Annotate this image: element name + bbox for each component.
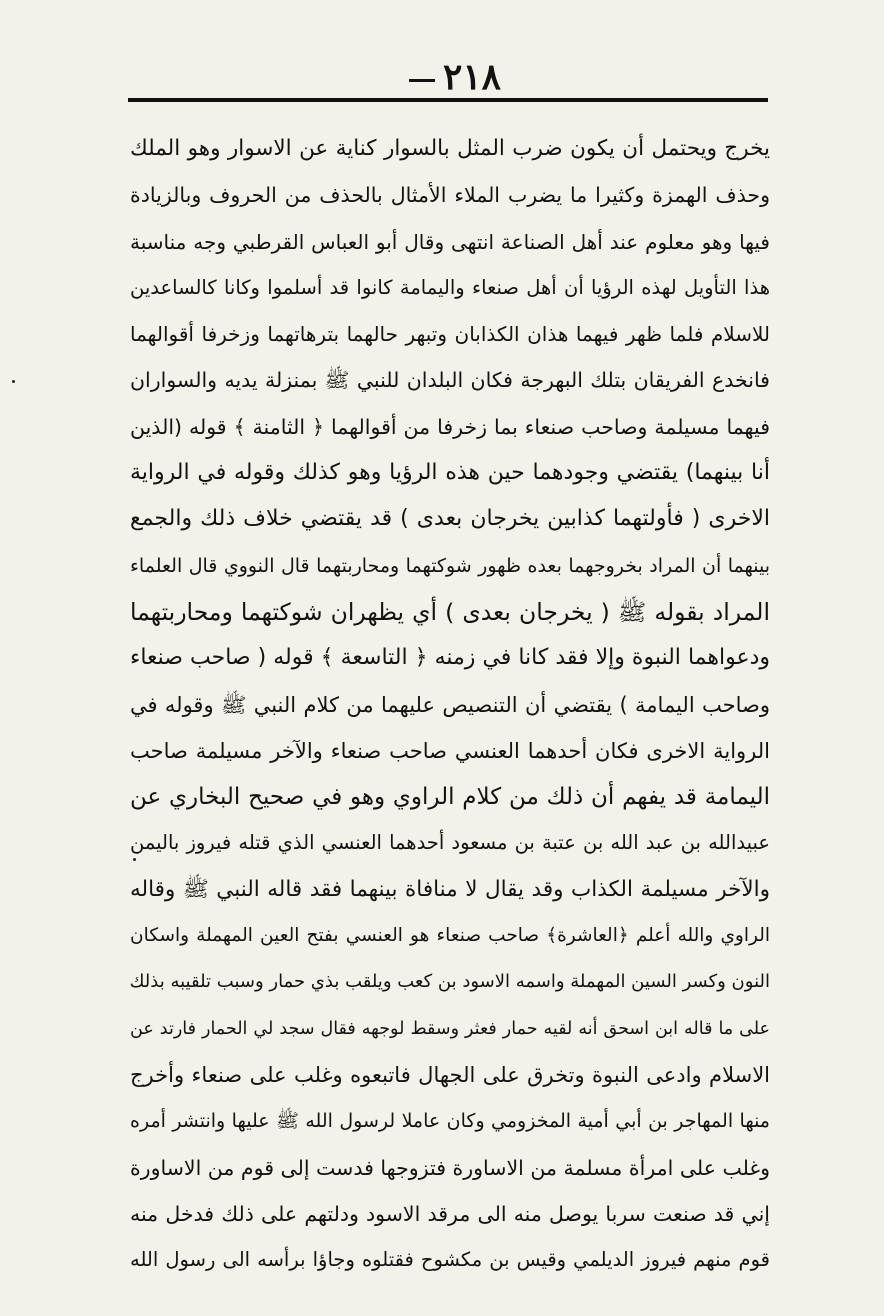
header-dash [409,79,435,82]
text-body [130,126,770,1283]
text-line: قوم منهم فيروز الديلمي وقيس بن مكشوح فقتلوه وجاؤا برأسه الى رسول الله [130,1248,770,1272]
text-line: ودعواهما النبوة وإلا فقد كانا في زمنه ﴿ التاسعة ﴾ قوله ( صاحب صنعاء [130,645,770,671]
text-line: وحذف الهمزة وكثيرا ما يضرب الملاء الأمثال بالحذف من الحروف وبالزيادة [130,183,770,208]
text-line: المراد بقوله ﷺ ( يخرجان بعدى ) أي يظهران شوكتهما ومحاربتهما [130,597,770,626]
text-line: أنا بينهما) يقتضي وجودهما حين هذه الرؤيا وهو كذلك وقوله في الرواية [130,460,770,486]
text-line: إني قد صنعت سربا يوصل منه الى مرقد الاسود ودلتهم على ذلك فدخل منه [130,1201,770,1226]
text-line: فيهما مسيلمة وصاحب صنعاء بما زخرفا من أقوالهما ﴿ الثامنة ﴾ قوله (الذين [130,414,770,439]
print-speck [133,858,136,861]
text-line: وصاحب اليمامة ) يقتضي أن التنصيص عليهما من كلام النبي ﷺ وقوله في [130,692,770,717]
text-line: الاسلام وادعى النبوة وتخرق على الجهال فاتبعوه وغلب على صنعاء وأخرج [130,1062,770,1087]
page-number: ٢١٨ [443,56,502,98]
text-line: على ما قاله ابن اسحق أنه لقيه حمار فعثر وسقط لوجهه فقال سجد لي الحمار فارتد عن [130,1018,770,1039]
header-rule [128,98,768,102]
text-line: منها المهاجر بن أبي أمية المخزومي وكان عاملا لرسول الله ﷺ عليها وانتشر أمره [130,1110,770,1133]
text-line: للاسلام فلما ظهر فيهما هذان الكذابان وتبهر حالهما بترهاتهما وزخرفا أقوالهما [130,322,770,347]
text-line: الراوي والله أعلم ﴿العاشرة﴾ صاحب صنعاء هو العنسي بفتح العين المهملة واسكان [130,925,770,947]
text-line: النون وكسر السين المهملة واسمه الاسود بن كعب ويلقب بذي حمار وسبب تلقيبه بذلك [130,971,770,993]
print-speck [12,380,15,383]
page-header [380,52,530,102]
text-line: فيها وهو معلوم عند أهل الصناعة انتهى وقال أبو العباس القرطبي وجه مناسبة [130,229,770,254]
text-line: فانخدع الفريقان بتلك البهرجة فكان البلدان للنبي ﷺ بمنزلة يديه والسواران [130,368,770,393]
text-line: هذا التأويل لهذه الرؤيا أن أهل صنعاء واليمامة كانوا قد أسلموا وكانا كالساعدين [130,275,770,299]
text-line: يخرج ويحتمل أن يكون ضرب المثل بالسوار كناية عن الاسوار وهو الملك [130,136,770,161]
text-line: بينهما أن المراد بخروجهما بعده ظهور شوكتهما ومحاربتهما قال النووي قال العلماء [130,554,770,577]
text-line: الرواية الاخرى فكان أحدهما العنسي صاحب صنعاء والآخر مسيلمة صاحب [130,738,770,763]
text-line: عبيدالله بن عبد الله بن عتبة بن مسعود أحدهما العنسي الذي قتله فيروز باليمن [130,831,770,855]
text-line: والآخر مسيلمة الكذاب وقد يقال لا منافاة بينهما فقد قاله النبي ﷺ وقاله [130,876,770,902]
text-line: وغلب على امرأة مسلمة من الاساورة فتزوجها فدست إلى قوم من الاساورة [130,1155,770,1180]
text-line: اليمامة قد يفهم أن ذلك من كلام الراوي وهو في صحيح البخاري عن [130,784,770,811]
text-line: الاخرى ( فأولتهما كذابين يخرجان بعدى ) قد يقتضي خلاف ذلك والجمع [130,506,770,532]
